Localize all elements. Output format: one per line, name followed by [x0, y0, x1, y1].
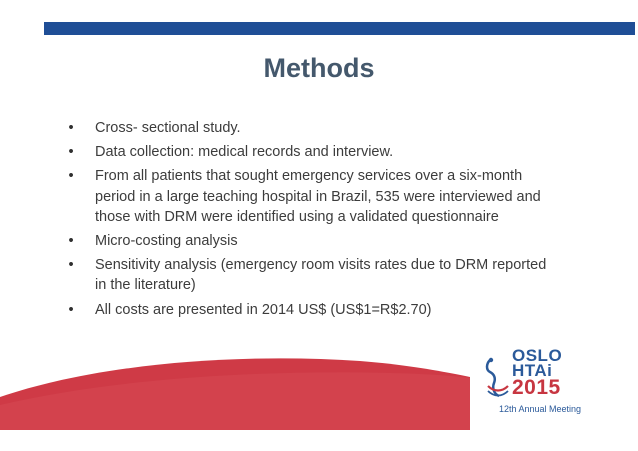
bullet-item — [65, 118, 560, 138]
bullet-text: Micro-costing analysis — [95, 233, 238, 250]
bullet-item — [65, 166, 560, 227]
bullet-list — [65, 118, 560, 324]
logo-line-htai: HTAi — [512, 361, 553, 380]
bullet-marker: • — [68, 301, 74, 318]
bullet-marker: • — [68, 120, 74, 136]
conference-logo — [512, 348, 582, 397]
bullet-text: From all patients that sought emergency services over a six-month period in a large teaching hospital in Brazil, 535 were interviewed and those with DRM were identified using a validated questionnaire — [95, 168, 541, 225]
logo-line-oslo: OSLO — [512, 346, 563, 365]
bullet-item — [65, 300, 560, 320]
logo-line-year: 2015 — [512, 376, 561, 399]
viking-ship-icon — [484, 352, 512, 402]
bullet-item — [65, 231, 560, 251]
bullet-marker: • — [68, 144, 74, 161]
bullet-text: Data collection: medical records and interview. — [95, 144, 394, 161]
bullet-item — [65, 142, 560, 162]
bullet-marker: • — [68, 257, 74, 274]
bullet-marker: • — [68, 233, 74, 250]
logo-caption: 12th Annual Meeting — [498, 404, 582, 414]
bullet-marker: • — [68, 168, 74, 185]
bullet-text: Cross- sectional study. — [95, 120, 241, 136]
bullet-text: Sensitivity analysis (emergency room visits rates due to DRM reported in the literature) — [95, 257, 547, 294]
slide-title: Methods — [263, 53, 375, 83]
bullet-text: All costs are presented in 2014 US$ (US$1=R$2.70) — [95, 301, 432, 318]
bullet-item — [65, 255, 560, 295]
top-accent-bar — [44, 22, 635, 35]
